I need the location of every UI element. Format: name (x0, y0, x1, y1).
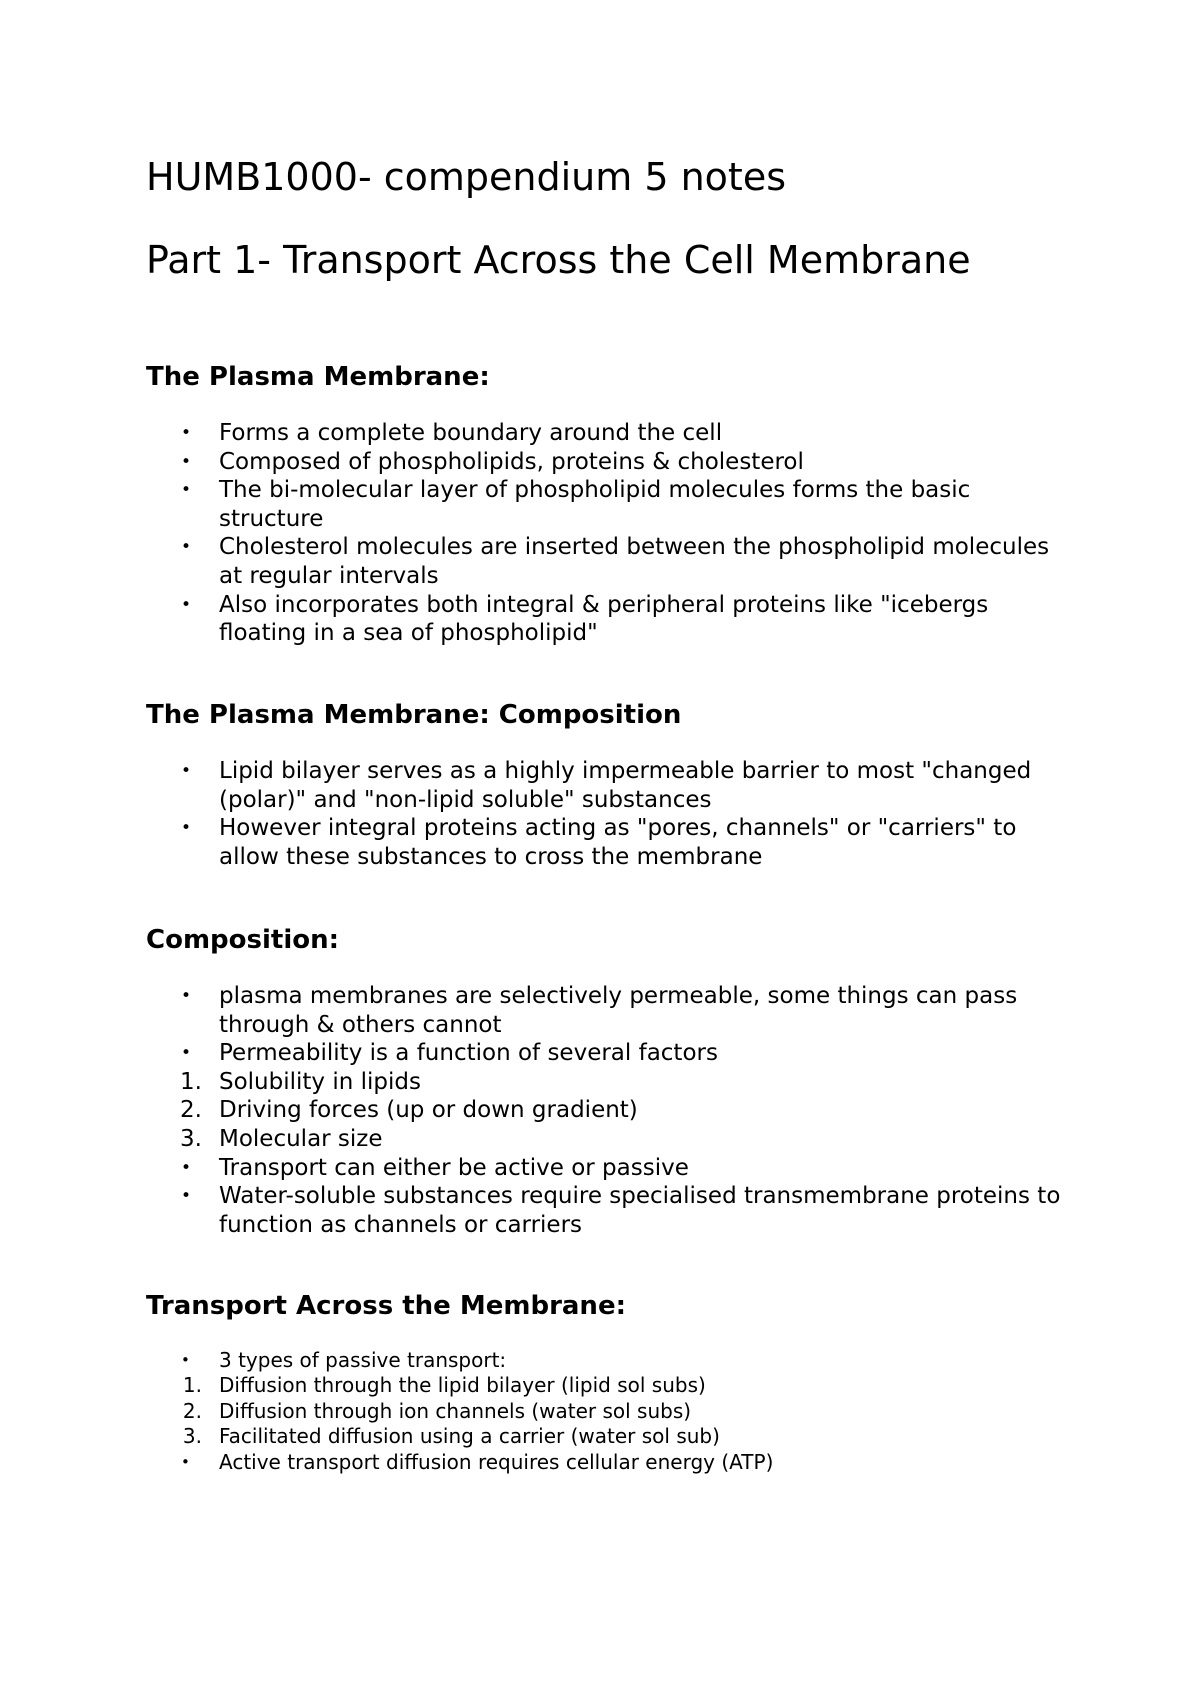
list-item-text: Cholesterol molecules are inserted between the phospholipid molecules at regular intervals (219, 534, 1050, 589)
list-item (146, 591, 1066, 648)
list-item (146, 982, 1066, 1039)
list-item-text: Also incorporates both integral & peripheral proteins like "icebergs floating in a sea of phospholipid" (219, 591, 989, 647)
plasma-membrane-list (146, 419, 1066, 648)
bullet-marker: • (181, 1186, 192, 1207)
list-item-text: 3 types of passive transport: (219, 1348, 507, 1372)
list-item-text: Solubility in lipids (219, 1068, 421, 1095)
list-item-text: The bi-molecular layer of phospholipid molecules forms the basic structure (219, 477, 971, 532)
composition-list (146, 982, 1066, 1239)
list-item (146, 1450, 1066, 1475)
list-item (146, 757, 1066, 814)
bullet-marker: • (181, 1157, 192, 1178)
list-item (146, 1348, 1066, 1373)
list-item-text: Molecular size (219, 1125, 383, 1152)
number-marker: 1. (180, 1068, 202, 1095)
number-marker: 2. (180, 1097, 202, 1124)
section-heading-plasma-membrane: The Plasma Membrane: (146, 362, 490, 392)
list-item-text: Water-soluble substances require specialised transmembrane proteins to function as channels or carriers (219, 1183, 1061, 1238)
list-item-text: Active transport diffusion requires cellular energy (ATP) (219, 1449, 774, 1474)
bullet-marker: • (181, 986, 192, 1006)
bullet-marker: • (181, 594, 192, 615)
bullet-marker: • (181, 451, 192, 472)
list-item-text: Transport can either be active or passive (219, 1154, 689, 1181)
number-marker: 1. (182, 1373, 202, 1398)
document-subtitle: Part 1- Transport Across the Cell Membrane (146, 238, 971, 282)
list-item-text: Facilitated diffusion using a carrier (water sol sub) (219, 1424, 720, 1449)
list-item (146, 476, 1066, 533)
number-marker: 3. (182, 1424, 202, 1449)
section-heading-transport-across-membrane: Transport Across the Membrane: (146, 1291, 626, 1321)
bullet-marker: • (181, 480, 192, 501)
bullet-marker: • (181, 423, 192, 443)
list-item-text: However integral proteins acting as "pores, channels" or "carriers" to allow these substances to cross the membrane (219, 815, 1017, 870)
bullet-marker: • (181, 1452, 190, 1471)
list-item (146, 1424, 1066, 1449)
bullet-marker: • (181, 761, 192, 781)
list-item-text: Diffusion through ion channels (water sol subs) (219, 1398, 692, 1423)
transport-across-membrane-list (146, 1348, 1066, 1475)
list-item (146, 1182, 1066, 1239)
list-item (146, 419, 1066, 448)
list-item-text: Driving forces (up or down gradient) (219, 1097, 638, 1124)
list-item (146, 814, 1066, 871)
list-item (146, 533, 1066, 590)
list-item-text: plasma membranes are selectively permeable, some things can pass through & others cannot (219, 983, 1018, 1038)
section-heading-composition: Composition: (146, 925, 340, 955)
bullet-marker: • (181, 818, 192, 839)
section-heading-plasma-membrane-composition: The Plasma Membrane: Composition (146, 700, 682, 730)
bullet-marker: • (181, 1351, 190, 1369)
list-item (146, 1154, 1066, 1183)
plasma-membrane-composition-list (146, 757, 1066, 871)
number-marker: 3. (180, 1125, 202, 1152)
list-item (146, 1096, 1066, 1125)
number-marker: 2. (182, 1398, 202, 1423)
list-item-text: Composed of phospholipids, proteins & cholesterol (219, 448, 804, 475)
list-item-text: Lipid bilayer serves as a highly impermeable barrier to most "changed (polar)" and "non-lipid soluble" substances (219, 758, 1032, 813)
bullet-marker: • (181, 537, 192, 558)
list-item (146, 1399, 1066, 1424)
list-item-text: Diffusion through the lipid bilayer (lipid sol subs) (219, 1373, 706, 1398)
list-item (146, 1068, 1066, 1097)
document-title: HUMB1000- compendium 5 notes (146, 155, 787, 199)
list-item (146, 1125, 1066, 1154)
list-item (146, 1039, 1066, 1068)
list-item-text: Permeability is a function of several factors (219, 1040, 718, 1067)
list-item-text: Forms a complete boundary around the cell (219, 420, 723, 446)
list-item (146, 448, 1066, 477)
bullet-marker: • (181, 1043, 192, 1064)
list-item (146, 1373, 1066, 1398)
